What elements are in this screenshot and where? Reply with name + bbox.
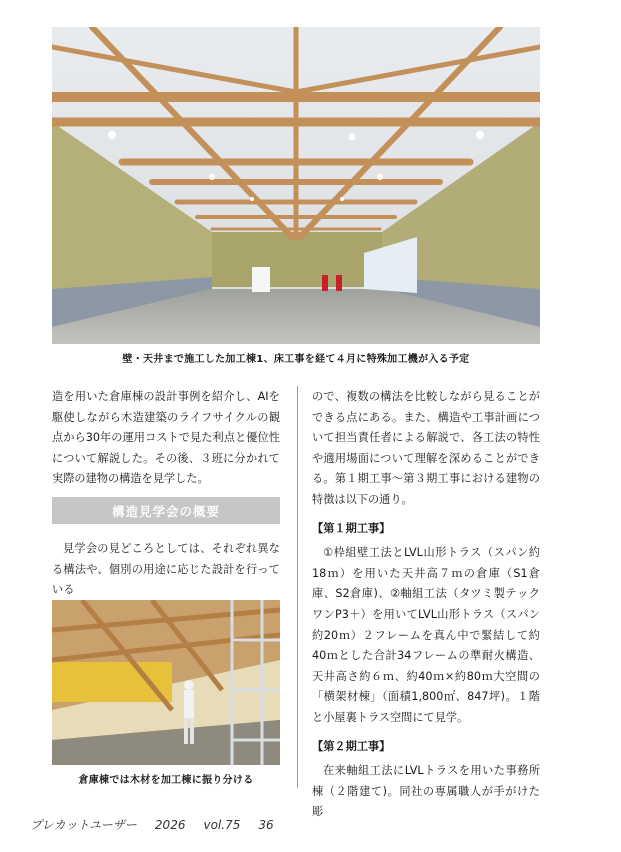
warehouse-interior-photo [52,27,540,344]
intro-paragraph: 造を用いた倉庫棟の設計事例を紹介し、AIを駆使しながら木造建築のライフサイクルの観点から30年の運用コストで見た利点と優位性について解説した。その後、３班に分かれて実際の建物の構造を見学した。 [52,390,280,486]
section-paragraph: 見学会の見どころとしては、それぞれ異なる構法や、個別の用途に応じた設計を行っている [52,542,280,597]
section-title: 構造見学会の概要 [52,497,280,524]
publication-year: 2026 [154,818,186,832]
right-paragraph-1: ので、複数の構法を比較しながら見ることができる点にある。また、構造や工事計画について担当責任者による解説で、各工法の特性や適用場面について理解を深めることができる。第１期工事〜第３期工事における建物の特徴は以下の通り。 [312,390,540,506]
right-column [312,387,540,823]
left-photo-caption: 倉庫棟では木材を加工棟に振り分ける [78,775,254,786]
phase2-paragraph: 在来軸組工法にLVLトラスを用いた事務所棟（２階建て)。同社の専属職人が手がけた彫 [312,764,540,819]
volume-number: vol.75 [203,818,241,832]
warehouse-worker-illustration [52,600,280,765]
page-footer [30,816,292,833]
phase1-heading: 【第１期工事】 [312,521,391,535]
phase2-heading: 【第２期工事】 [312,739,391,753]
column-divider [297,386,298,788]
phase1-paragraph: ①枠組壁工法とLVL山形トラス（スパン約18ｍ）を用いた天井高７ｍの倉庫（S1倉庫、S2倉庫)、②軸組工法（タツミ製テックワンP3＋）を用いてLVL山形トラス（スパン約20ｍ）２フレームを真ん中で緊結して約40ｍとした合計34フレームの準耐火構造、天井高さ約６ｍ、約40ｍ×約80ｍ大空間の「横架材棟」（面積1,800㎡、847坪)。１階と小屋裏トラス空間にて見学。 [312,546,540,724]
publication-name: プレカットユーザー [30,818,137,832]
top-photo-caption: 壁・天井まで施工した加工棟1、床工事を経て４月に特殊加工機が入る予定 [122,354,470,365]
warehouse-interior-illustration [52,27,540,344]
page-number: 36 [258,818,274,832]
left-column-section [52,539,280,601]
left-column-intro [52,387,280,490]
warehouse-worker-photo [52,600,280,765]
